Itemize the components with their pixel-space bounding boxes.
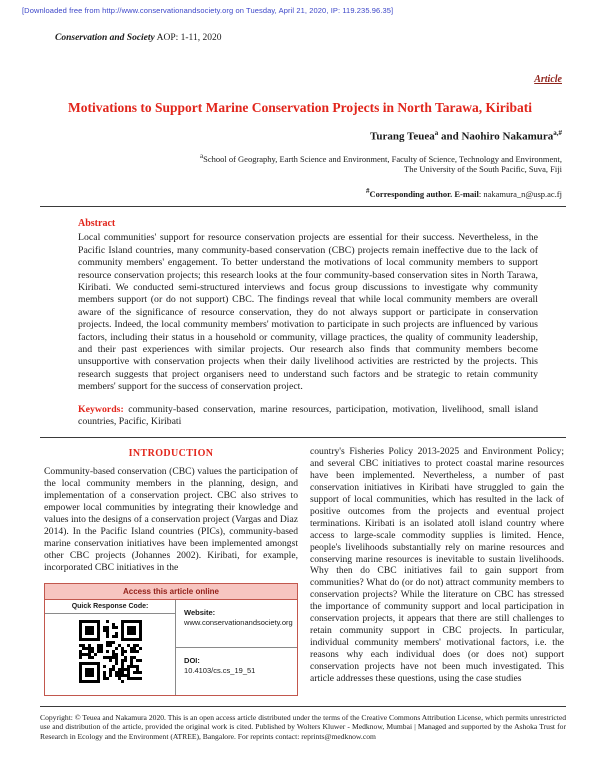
access-box-title: Access this article online: [45, 584, 297, 600]
corresponding-author-line: [0, 187, 562, 199]
access-box-links: [176, 600, 297, 695]
affiliation-line-1: [0, 151, 562, 164]
issue-info: AOP: 1-11, 2020: [154, 33, 222, 43]
doi-value: 10.4103/cs.cs_19_51: [184, 665, 256, 675]
download-banner: [Downloaded free from http://www.conservationandsociety.org on Tuesday, April 21, 2020, IP: 119.235.96.35]: [22, 6, 394, 15]
authors-line: [0, 129, 562, 143]
right-column: [310, 446, 564, 695]
corresponding-mark: #: [366, 187, 370, 196]
doi-cell: [176, 648, 297, 695]
article-body-columns: [44, 446, 564, 695]
masthead: [55, 33, 566, 43]
article-type-row: [0, 69, 562, 87]
qr-code-cell: [45, 600, 176, 695]
affiliation-line-2: The University of the South Pacific, Suva, Fiji: [404, 163, 562, 174]
website-value: www.conservationandsociety.org: [184, 617, 293, 627]
journal-name: Conservation and Society: [55, 33, 155, 43]
divider-top: [40, 206, 566, 207]
introduction-heading: INTRODUCTION: [128, 448, 214, 460]
website-label: Website:: [184, 607, 216, 617]
abstract-section: [78, 218, 538, 428]
affiliation-text-1: School of Geography, Earth Science and Environment, Faculty of Science, Technology and Environment,: [203, 153, 562, 164]
corresponding-label: Corresponding author. E-mail: [369, 189, 479, 200]
divider-abstract: [40, 437, 566, 438]
left-column: [44, 446, 298, 695]
qr-code-label: Quick Response Code:: [45, 600, 175, 614]
copyright-notice: Copyright: © Teuea and Nakamura 2020. This is an open access article distributed under the terms of the Creative Commons Attribution License, which permits unrestricted use and distribution of the article, provided the original work is cited. Published by Wolters Kluwer - Medknow, Mumbai | Managed and supported by the Ashoka Trust for Research in Ecology and the Environment (ATREE), Bangalore. For reprints contact: reprints@medknow.com: [40, 712, 566, 742]
author-1-affiliation-mark: a: [434, 129, 439, 137]
keywords-text: community-based conservation, marine resources, participation, motivation, livelihood, small island countries, Pacific, Kiribati: [78, 403, 538, 427]
divider-footer: [40, 706, 566, 707]
keywords-line: [78, 404, 538, 429]
access-box-body: [45, 600, 297, 695]
authors-connector: and: [438, 130, 462, 143]
abstract-text: Local communities' support for resource conservation projects are essential for their success. Nevertheless, in the Pacific Island countries, many community-based conservation (CBC) projects remain ineffective due to the lack of community members' engagement. To better understand the motivations of local community members to support resource conservation projects; this research looks at the four community-based conservation sites in North Tarawa, Kiribati. We conducted semi-structured interviews and focus group discussions to investigate why community members support (or do not support) CBC. The findings reveal that while local community members are overall aware of the significance of resource conservation, they do not always support or participate in conservation projects. Indeed, the local community members' motivation to participate in such projects are influenced by various factors, including their status in a household or community, village practices, the quality of community leadership, and their past experiences with similar projects. Our research also finds that community members become unsupportive with conservation projects when their daily livelihood activities are restricted by the projects. This research suggests that project organisers need to understand such factors and be strategic to retain community members' support for the success of conservation project.: [78, 232, 538, 393]
keywords-label: Keywords:: [78, 403, 124, 415]
author-2: Naohiro Nakamura: [461, 130, 554, 143]
affiliation-mark: a: [199, 151, 204, 160]
introduction-left-text: Community-based conservation (CBC) values the participation of the local community members in the planning, design, and implementation of a conservation project. CBC also strives to empower local communities by integrating their knowledge and values into the designs of a conservation project (Vargas and Diaz 2014). In the Pacific Island countries (PICs), community-based marine conservation initiatives have been implemented amongst other CBC projects (Johannes 2002). Kiribati, for example, incorporated CBC initiatives in the: [44, 466, 298, 573]
qr-code-wrap: [45, 614, 175, 695]
website-cell: [176, 600, 297, 648]
paper-title: Motivations to Support Marine Conservation Projects in North Tarawa, Kiribati: [68, 100, 532, 115]
introduction-right-text: country's Fisheries Policy 2013-2025 and Environment Policy; and several CBC initiatives to protect coastal marine resources have been implemented. Nevertheless, a number of past conservation initiatives in Kiribati have struggled to gain the support of local communities, which has resulted in the lack of positive outcomes from the projects and eventual project terminations. Kiribati is an isolated atoll island country where access to large-scale commodity supplies is limited. Hence, people's livelihoods substantially rely on marine resources and conserving marine resources is inevitable to sustain livelihoods. Why then do CBC initiatives fail to gain support from communities? What do (or do not) attract community members to conservation projects? While the literature on CBC has stressed the importance of community support and local participation in conservation projects, it appears that there are still challenges to retain community support in CBC projects. In particular, individual community members' motivational factors, i.e. the reasons why each individual does (or does not) support conservation projects have not been much investigated. This article addresses these questions, using the case studies: [310, 446, 564, 684]
qr-code: [79, 620, 142, 683]
abstract-heading: Abstract: [78, 218, 116, 230]
affiliation: [0, 151, 562, 175]
article-type-label: Article: [534, 74, 562, 85]
doi-label: DOI:: [184, 655, 200, 665]
author-1: Turang Teuea: [370, 130, 435, 143]
corresponding-email: : nakamura_n@usp.ac.fj: [478, 189, 562, 200]
access-article-box: [44, 583, 298, 696]
author-2-affiliation-mark: a,#: [553, 129, 562, 137]
